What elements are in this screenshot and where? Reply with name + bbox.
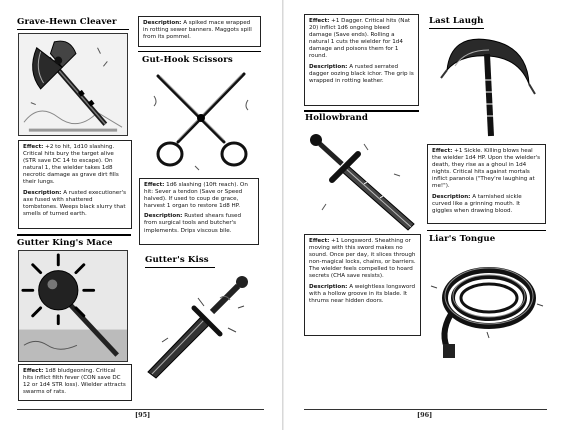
description-text: Rusted shears fused from surgical tools and butcher's implements. Drips viscous bile. [144,213,242,234]
effect-text: +1 Sickle. Killing blows heal the wielder 1d4 HP. Upon the wielder's death, they rise as a ghoul in 1d4 nights. Critical hits against mortals inflict paranoia ("They're laughing at me!"). [432,148,541,190]
description-label: Description: [144,213,183,220]
page-number: [95] [135,411,151,419]
heading-hollowbrand: Hollowbrand [305,113,368,123]
heading-grave-hewn-cleaver: Grave-Hewn Cleaver [17,17,117,27]
description-text: A tarnished sickle curved like a grinning mouth. It giggles when drawing blood. [432,193,522,214]
left-page [0,0,282,430]
heading-liars-tongue: Liar's Tongue [429,234,496,244]
heading-rule [429,28,484,29]
dagger-icon [138,268,263,380]
effect-label: Effect: [144,182,165,188]
description-label: Description: [432,193,471,200]
description-text: A rusted serrated dagger oozing black ichor. The grip is wrapped in rotting leather. [309,63,414,84]
description-label: Description: [309,63,348,70]
footer-rule [304,409,547,410]
hollowbrand-illustration [304,124,422,232]
description-text: A rusted executioner's axe fused with shattered tombstones. Weeps black slurry that smells of turned earth. [23,189,126,217]
gutter-kings-mace-stat-box [18,364,132,401]
grave-hewn-cleaver-stat-box [18,140,132,229]
effect-text: +1 Longsword. Sheathing or moving with this sword makes no sound. Once per day, it slices through non-magical locks, chains, or barriers. The wielder feels compelled to hoard secrets (CHA save resists). [309,238,416,280]
description-label: Description: [309,283,348,290]
mace-icon [19,251,127,361]
axe-icon [19,34,127,135]
effect-label: Effect: [23,144,44,150]
page-number: [96] [417,411,433,419]
section-rule [304,110,419,112]
effect-text: 1d8 bludgeoning. Critical hits inflict filth fever (CON save DC 12 or 1d4 STR loss). Wielder attracts swarms of rats. [23,368,126,396]
effect-label: Effect: [309,18,330,24]
heading-gutters-kiss: Gutter's Kiss [145,255,209,265]
whip-icon [427,248,547,362]
cleaver-illustration [18,33,128,136]
sickle-icon [429,30,544,142]
dagger-stat-box [304,14,419,106]
effect-label: Effect: [23,368,44,374]
description-label: Description: [23,189,62,196]
hollowbrand-stat-box [304,234,421,336]
scissors-illustration [140,66,262,174]
last-laugh-stat-box [427,144,546,224]
effect-label: Effect: [309,238,330,244]
description-text: A weightless longsword with a hollow groove in its blade. It thrums near hidden doors. [309,283,416,304]
heading-last-laugh: Last Laugh [429,16,484,26]
heading-rule [17,29,129,30]
description-text: A spiked mace wrapped in rotting sewer banners. Maggots spill from its pommel. [143,20,252,41]
gutters-kiss-illustration [138,268,263,380]
section-rule [427,230,546,231]
effect-text: +1 Dagger. Critical hits (Nat 20) inflict 1d6 ongoing bleed damage (Save ends). Rolling a natural 1 cuts the wielder for 1d4 damage and poisons them for 1 round. [309,18,411,60]
sword-icon [304,124,422,232]
footer-rule [17,409,264,410]
right-page [284,0,567,430]
mace-illustration [18,250,128,362]
gut-hook-scissors-stat-box [139,178,259,245]
scissors-icon [140,66,262,174]
heading-gutter-kings-mace: Gutter King's Mace [17,238,113,248]
effect-label: Effect: [432,148,453,154]
description-label: Description: [143,20,182,26]
liars-tongue-illustration [427,248,547,362]
section-rule [17,234,131,236]
section-rule [138,51,261,52]
effect-text: 1d6 slashing (10ft reach). On hit: Sever a tendon (Save or Speed halved). If used to coup de grace, harvest 1 organ to restore 1d8 HP. [144,182,248,210]
last-laugh-illustration [429,30,544,142]
effect-text: +2 to hit, 1d10 slashing. Critical hits bury the target alive (STR save DC 14 to escape). On natural 1, the wielder takes 1d8 necrotic damage as grave dirt fills their lungs. [23,144,119,186]
mace-description-box [138,16,261,47]
heading-gut-hook-scissors: Gut-Hook Scissors [142,55,233,65]
